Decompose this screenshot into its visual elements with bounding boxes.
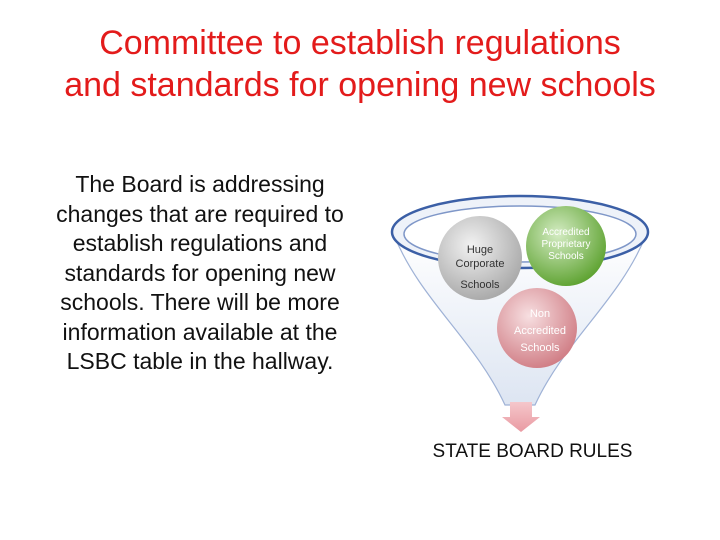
label-line: Schools xyxy=(460,279,500,291)
title-line-2: and standards for opening new schools xyxy=(64,66,656,104)
label-line: Accredited xyxy=(514,325,566,337)
label-non-accredited xyxy=(503,306,577,357)
label-line: Accredited xyxy=(542,227,590,238)
state-board-rules-label: STATE BOARD RULES xyxy=(432,441,633,462)
label-line: Proprietary xyxy=(541,239,591,250)
slide-title xyxy=(0,22,720,106)
label-line: Schools xyxy=(520,342,560,354)
body-paragraph: The Board is addressing changes that are required to establish regulations and standards for opening new schools. There will be more information available at the LSBC table in the hallway. xyxy=(56,171,344,374)
title-line-1: Committee to establish regulations xyxy=(99,24,621,62)
label-line: Corporate xyxy=(455,258,505,270)
down-arrow-icon xyxy=(502,402,540,432)
label-accredited-proprietary xyxy=(530,227,602,263)
label-huge-corporate xyxy=(445,243,515,292)
label-line: Schools xyxy=(548,251,584,262)
label-line: Huge xyxy=(466,244,494,256)
label-line: Non xyxy=(529,308,551,320)
